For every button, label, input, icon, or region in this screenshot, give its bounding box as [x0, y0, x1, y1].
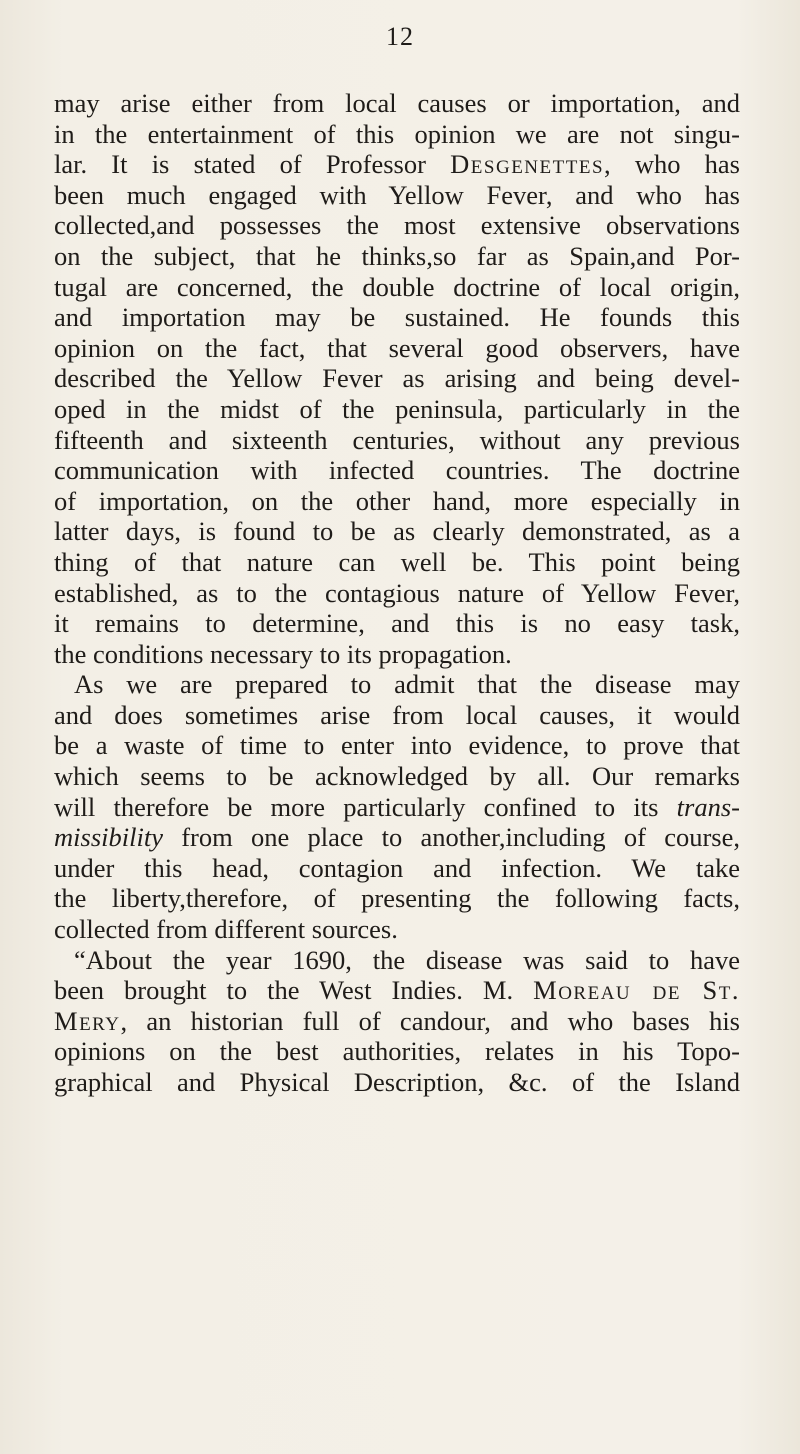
text-run: lar. It is stated of Professor: [54, 149, 451, 180]
text-run: oped in the midst of the peninsula, particularly in the: [54, 393, 740, 424]
text-line: [54, 578, 740, 609]
text-line: [54, 945, 740, 976]
text-line: [54, 180, 740, 211]
small-caps-name: Mery: [54, 1005, 121, 1036]
text-run: under this head, contagion and infection. We take: [54, 852, 740, 883]
text-run: tugal are concerned, the double doctrine of local origin,: [54, 271, 740, 302]
text-run: on the subject, that he thinks,so far as Spain,and Por-: [54, 240, 740, 271]
text-run: been brought to the West Indies. M.: [54, 975, 534, 1006]
text-run: As we are prepared to admit that the disease may: [74, 669, 740, 700]
text-line: [54, 302, 740, 333]
text-line: [54, 241, 740, 272]
text-run: opinions on the best authorities, relates in his Topo-: [54, 1036, 740, 1067]
text-line: [54, 853, 740, 884]
text-line: [54, 883, 740, 914]
text-line: [54, 149, 740, 180]
text-line: [54, 761, 740, 792]
text-run: fifteenth and sixteenth centuries, without any previous: [54, 424, 740, 455]
text-line: [54, 822, 740, 853]
text-run: will therefore be more particularly confined to its: [54, 791, 677, 822]
text-line: [54, 394, 740, 425]
text-line: [54, 272, 740, 303]
text-line: [54, 486, 740, 517]
text-run: communication with infected countries. The doctrine: [54, 455, 740, 486]
italic-term: trans-: [676, 791, 740, 822]
text-run: and importation may be sustained. He founds this: [54, 302, 740, 333]
text-line: [54, 639, 740, 670]
text-line: [54, 669, 740, 700]
text-line: [54, 516, 740, 547]
page-number: 12: [386, 22, 414, 51]
text-run: the conditions necessary to its propagation.: [54, 638, 512, 669]
italic-term: missibility: [54, 822, 163, 853]
text-line: [54, 88, 740, 119]
text-line: [54, 792, 740, 823]
text-line: [54, 1067, 740, 1098]
text-run: graphical and Physical Description, &c. of the Island: [54, 1067, 740, 1097]
text-line: [54, 425, 740, 456]
text-run: latter days, is found to be as clearly demonstrated, as a: [54, 516, 740, 547]
text-line: [54, 210, 740, 241]
text-line: [54, 547, 740, 578]
text-run: collected,and possesses the most extensive observations: [54, 210, 740, 241]
text-run: it remains to determine, and this is no easy task,: [54, 608, 740, 639]
text-run: and does sometimes arise from local causes, it would: [54, 699, 740, 730]
text-line: [54, 700, 740, 731]
text-run: described the Yellow Fever as arising and being devel-: [54, 363, 740, 394]
text-run: be a waste of time to enter into evidence, to prove that: [54, 730, 740, 761]
text-line: [54, 730, 740, 761]
body-text: [54, 88, 740, 1098]
text-run: opinion on the fact, that several good observers, have: [54, 332, 740, 363]
text-line: [54, 1006, 740, 1037]
text-line: [54, 333, 740, 364]
text-run: in the entertainment of this opinion we are not singu-: [54, 118, 740, 149]
text-run: the liberty,therefore, of presenting the following facts,: [54, 883, 740, 914]
text-run: from one place to another,including of course,: [162, 822, 740, 853]
text-run: of importation, on the other hand, more especially in: [54, 485, 740, 516]
text-run: thing of that nature can well be. This point being: [54, 546, 740, 577]
text-run: may arise either from local causes or importation, and: [54, 88, 740, 118]
text-line: [54, 363, 740, 394]
text-line: [54, 914, 740, 945]
text-line: [54, 608, 740, 639]
text-run: which seems to be acknowledged by all. Our remarks: [54, 761, 740, 792]
text-run: established, as to the contagious nature of Yellow Fever,: [54, 577, 740, 608]
text-run: collected from different sources.: [54, 914, 398, 945]
small-caps-name: Desgenettes: [450, 149, 605, 180]
text-run: , an historian full of candour, and who bases his: [120, 1005, 740, 1036]
text-run: “About the year 1690, the disease was said to have: [74, 944, 740, 975]
small-caps-name: Moreau de St.: [533, 975, 740, 1006]
text-line: [54, 455, 740, 486]
text-line: [54, 119, 740, 150]
text-line: [54, 1036, 740, 1067]
text-run: , who has: [604, 149, 740, 180]
text-line: [54, 975, 740, 1006]
text-run: been much engaged with Yellow Fever, and who has: [54, 179, 740, 210]
